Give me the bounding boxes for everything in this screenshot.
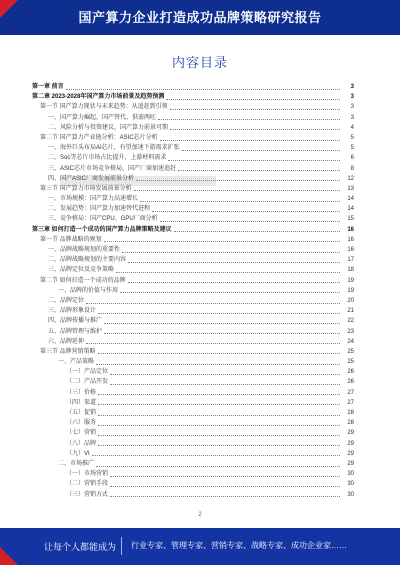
toc-entry-label: 三、品牌形象设计 [48,308,97,315]
toc-leader-dots [66,89,340,90]
toc-entry[interactable] [32,490,354,500]
toc-entry-label: 一、海外巨头布局AI芯片，有望加速下游需求扩张 [48,145,180,152]
toc-entry-label: 四、品牌传播与推广 [48,318,103,325]
toc-entry-label: 第三节 品牌营销策略 [40,348,96,355]
toc-entry[interactable] [32,367,354,377]
toc-leader-dots [98,435,340,436]
toc-entry[interactable] [32,408,354,418]
toc-leader-dots [104,323,340,324]
toc-entry-page: 29 [347,430,354,437]
toc-leader-dots [152,211,340,212]
toc-entry-label: 第三章 如何打造一个成功的国产算力品牌策略及建议 [32,226,172,233]
toc-leader-dots [110,486,340,487]
toc-entry-page: 23 [347,328,354,335]
report-footer-banner [0,528,400,565]
toc-entry[interactable] [32,153,354,163]
footer-corner-decoration [0,547,18,565]
toc-entry-page: 19 [347,287,354,294]
toc-leader-dots [116,272,340,273]
toc-leader-dots [160,140,340,141]
toc-entry-page: 4 [350,124,354,131]
toc-entry-label: 一、产品策略 [58,359,95,366]
toc-leader-dots [170,109,340,110]
toc-entry-page: 26 [347,379,354,386]
toc-entry-page: 5 [350,134,354,141]
toc-entry-page: 22 [347,318,354,325]
toc-entry-page: 29 [347,450,354,457]
toc-entry-page: 6 [350,155,354,162]
toc-entry-label: （六）服务 [66,420,97,427]
toc-leader-dots [158,119,340,120]
toc-entry[interactable] [32,316,354,326]
toc-entry[interactable] [32,286,354,296]
toc-entry-label: （三）价格 [66,389,97,396]
toc-entry[interactable] [32,327,354,337]
toc-entry-page: 18 [347,267,354,274]
toc-entry-page: 30 [347,481,354,488]
toc-entry-label: 第一节 品牌战略的规划 [40,236,102,243]
toc-heading: 内容目录 [171,55,228,70]
toc-leader-dots [98,445,340,446]
toc-entry-page: 15 [347,216,354,223]
toc-leader-dots [120,292,340,293]
toc-entry[interactable] [32,357,354,367]
toc-entry[interactable] [32,133,354,143]
toc-entry-page: 20 [347,297,354,304]
toc-entry-label: 一、市场规模：国产算力高速增长 [48,196,139,203]
toc-leader-dots [92,455,340,456]
toc-entry-label: 四、国产ASIC厂商发展前景分析 [48,175,135,182]
toc-entry-label: 二、发展趋势：国产算力加速替代进程 [48,206,151,213]
toc-entry[interactable] [32,82,354,92]
toc-entry-page: 24 [347,338,354,345]
toc-entry[interactable] [32,439,354,449]
toc-entry-page: 30 [347,491,354,498]
toc-entry-label: 三、品牌定位及竞争策略 [48,267,115,274]
toc-leader-dots [160,221,340,222]
toc-entry-label: （四）渠道 [66,399,97,406]
toc-entry[interactable] [32,235,354,245]
toc-leader-dots [98,394,340,395]
toc-entry-page: 30 [347,471,354,478]
toc-entry-label: 一、国产算力崛起，国产替代、供需两旺 [48,114,157,121]
toc-entry-label: 二、品牌定位 [48,297,85,304]
toc-entry-page: 19 [347,277,354,284]
toc-entry[interactable] [32,255,354,265]
toc-entry[interactable] [32,204,354,214]
toc-entry-page: 27 [347,389,354,396]
toc-entry-label: 二、风险分析与投资建议，国产算力前景可期 [48,124,169,131]
toc-entry-label: （七）营销 [66,430,97,437]
toc-entry[interactable] [32,388,354,398]
toc-entry-page: 16 [347,236,354,243]
toc-entry-page: 5 [350,145,354,152]
toc-entry-page: 16 [347,247,354,253]
toc-leader-dots [104,333,340,334]
toc-leader-dots [174,231,340,232]
toc-entry-page: 12 [347,175,354,182]
toc-entry-label: 二、市场推广 [58,460,95,467]
toc-entry-page: 8 [350,165,354,172]
toc-entry[interactable] [32,469,354,479]
toc-leader-dots [182,150,340,151]
toc-leader-dots [96,466,340,467]
toc-entry-label: （二）产品开发 [66,379,109,386]
toc-leader-dots [128,262,340,263]
toc-entry-page: 17 [347,257,354,264]
toc-entry[interactable] [32,102,354,112]
toc-entry-label: 一、品牌战略规划的重要性 [48,247,121,253]
toc-entry[interactable] [32,296,354,306]
toc-entry[interactable] [32,479,354,489]
toc-entry-page: 29 [347,460,354,467]
toc-entry-label: 第二章 2023-2028年国产算力市场前景及趋势预测 [32,94,165,101]
toc-entry-label: 二、Soc等芯片市场占比提升，上游材料需求 [48,155,167,162]
toc-entry-label: 三、竞争格局：国产CPU、GPU厂商分析 [48,216,158,223]
toc-entry-label: （二）营销手段 [66,481,109,488]
toc-entry-label: （三）营销方式 [66,491,109,498]
toc-leader-dots [98,404,340,405]
footer-slogan-right: 行业专家、管理专家、营销专家、战略专家、成功企业家…… [131,541,347,550]
toc-entry-label: （一）市场营销 [66,471,109,478]
toc-leader-dots [104,241,340,242]
toc-leader-dots [134,190,340,191]
toc-leader-dots [110,476,340,477]
toc-leader-dots [110,374,340,375]
toc-leader-dots [168,160,340,161]
toc-entry[interactable] [32,276,354,286]
toc-leader-dots [98,313,340,314]
toc-entry[interactable] [32,398,354,408]
toc-leader-dots [110,496,340,497]
toc-entry-page: 27 [347,399,354,406]
toc-entry-page: 21 [347,308,354,315]
footer-divider [121,537,122,555]
toc-entry[interactable] [32,225,354,235]
report-title: 国产算力企业打造成功品牌策略研究报告 [78,10,322,25]
toc-leader-dots [98,415,340,416]
toc-leader-dots [98,425,340,426]
toc-entry-page: 13 [347,185,354,192]
toc-entry-label: 第一章 前言 [32,84,64,90]
toc-entry-page: 26 [347,369,354,376]
toc-entry[interactable] [32,337,354,347]
toc-entry-page: 25 [347,348,354,355]
table-of-contents [32,82,354,500]
toc-entry[interactable] [32,113,354,123]
toc-entry[interactable] [32,143,354,153]
toc-entry[interactable] [32,174,354,184]
toc-entry-page: 28 [347,410,354,416]
toc-entry[interactable] [32,428,354,438]
footer-slogan-left: 让每个人都能成为 [44,542,117,552]
toc-leader-dots [170,129,340,130]
page-number: 2 [198,512,202,518]
toc-entry-page: 14 [347,196,354,203]
toc-leader-dots [110,384,340,385]
toc-entry[interactable] [32,347,354,357]
toc-leader-dots [136,180,340,181]
toc-leader-dots [98,353,340,354]
toc-entry-page: 14 [347,206,354,213]
toc-entry[interactable] [32,459,354,469]
toc-entry-page: 3 [350,94,354,101]
toc-entry[interactable] [32,265,354,275]
toc-entry[interactable] [32,449,354,459]
toc-entry-label: （八）品牌 [66,440,97,447]
toc-entry-page: 16 [347,226,354,233]
toc-leader-dots [96,364,340,365]
toc-entry-label: 第三节 国产算力市场发展前景分析 [40,185,132,192]
toc-leader-dots [122,252,340,253]
toc-entry[interactable] [32,377,354,387]
toc-leader-dots [86,343,340,344]
toc-entry[interactable] [32,245,354,255]
toc-entry-page: 29 [347,440,354,447]
toc-entry-label: 一、品牌的价值与作用 [58,287,119,294]
toc-entry-page: 28 [347,420,354,427]
toc-entry[interactable] [32,184,354,194]
report-header-banner [0,0,400,35]
toc-entry[interactable] [32,164,354,174]
toc-entry-label: （五）促销 [66,410,97,416]
toc-entry-label: （一）产品定位 [66,369,109,376]
toc-entry-label: 五、品牌管理与维护 [48,328,103,335]
toc-leader-dots [166,99,340,100]
toc-entry-label: 第二节 如何打造一个成功的品牌 [40,277,126,284]
toc-entry[interactable] [32,306,354,316]
toc-entry-label: 二、品牌战略规划的主要内容 [48,257,127,264]
toc-entry-page: 3 [350,104,354,111]
toc-entry[interactable] [32,194,354,204]
toc-entry-label: 三、ASIC芯片市场竞争格局，国产厂商加速追赶 [48,165,177,172]
toc-leader-dots [178,170,340,171]
toc-entry[interactable] [32,214,354,224]
toc-entry[interactable] [32,123,354,133]
toc-entry-label: 第一节 国产算力现状与未来趋势：从追赶到引领 [40,104,168,111]
toc-entry-page: 3 [350,84,354,90]
toc-leader-dots [140,201,340,202]
toc-leader-dots [86,303,340,304]
toc-entry-label: 六、品牌延伸 [48,338,85,345]
toc-leader-dots [128,282,340,283]
toc-entry-page: 25 [347,359,354,366]
toc-entry-page: 3 [350,114,354,121]
toc-entry-label: 第二节 国产算力产业链分析：ASIC芯片分析 [40,134,158,141]
toc-entry[interactable] [32,418,354,428]
toc-entry-label: （九）VI [66,450,90,457]
toc-entry[interactable] [32,92,354,102]
